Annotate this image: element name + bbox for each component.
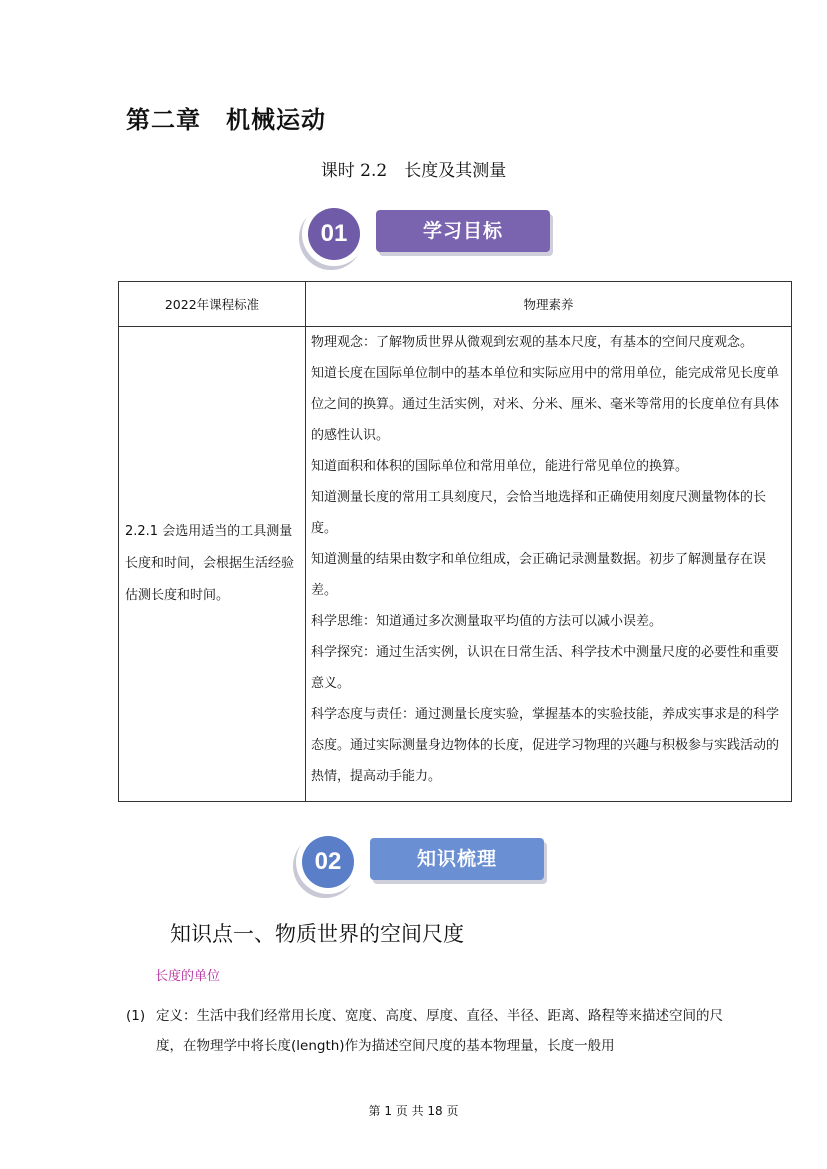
item-text: 定义：生活中我们经常用长度、宽度、高度、厚度、直径、半径、距离、路程等来描述空间的尺度，在物理学中将长度(length)作为描述空间尺度的基本物理量，长度一般用 bbox=[156, 1008, 723, 1054]
literacy-paragraph: 知道测量的结果由数字和单位组成，会正确记录测量数据。初步了解测量存在误差。 bbox=[311, 552, 767, 598]
item-number: (1) bbox=[126, 1008, 146, 1024]
chapter-title: 第二章 机械运动 bbox=[126, 105, 326, 134]
section-number: 01 bbox=[308, 208, 360, 260]
literacy-paragraph: 科学思维：知道通过多次测量取平均值的方法可以减小误差。 bbox=[311, 614, 663, 629]
page-footer: 第 1 页 共 18 页 bbox=[368, 1104, 459, 1118]
knowledge-subtitle: 长度的单位 bbox=[155, 969, 221, 984]
literacy-paragraph: 科学探究：通过生活实例，认识在日常生活、科学技术中测量尺度的必要性和重要意义。 bbox=[311, 645, 780, 691]
section-number: 02 bbox=[302, 836, 354, 888]
table-row bbox=[119, 327, 792, 802]
knowledge-point-title: 知识点一、物质世界的空间尺度 bbox=[170, 922, 464, 946]
lesson-title: 课时 2.2 长度及其测量 bbox=[320, 161, 507, 181]
objectives-table bbox=[118, 281, 792, 802]
table-header-row bbox=[119, 282, 792, 327]
table-header-literacy: 物理素养 bbox=[306, 282, 792, 327]
section-label: 知识梳理 bbox=[370, 838, 544, 880]
literacy-paragraph: 物理观念：了解物质世界从微观到宏观的基本尺度，有基本的空间尺度观念。 bbox=[311, 335, 754, 350]
section-number-badge bbox=[302, 202, 366, 266]
literacy-paragraph: 知道测量长度的常用工具刻度尺，会恰当地选择和正确使用刻度尺测量物体的长度。 bbox=[311, 490, 767, 536]
table-header-standard: 2022年课程标准 bbox=[119, 282, 306, 327]
standard-cell: 2.2.1 会选用适当的工具测量长度和时间，会根据生活经验估测长度和时间。 bbox=[119, 327, 306, 802]
literacy-paragraph: 知道面积和体积的国际单位和常用单位，能进行常见单位的换算。 bbox=[311, 459, 689, 474]
section-label: 学习目标 bbox=[376, 210, 550, 252]
literacy-paragraph: 知道长度在国际单位制中的基本单位和实际应用中的常用单位，能完成常见长度单位之间的换算。通过生活实例，对米、分米、厘米、毫米等常用的长度单位有具体的感性认识。 bbox=[311, 366, 780, 443]
definition-item bbox=[126, 1001, 726, 1061]
section-number-badge bbox=[296, 830, 360, 894]
literacy-paragraph: 科学态度与责任：通过测量长度实验，掌握基本的实验技能，养成实事求是的科学态度。通过实际测量身边物体的长度，促进学习物理的兴趣与积极参与实践活动的热情，提高动手能力。 bbox=[311, 707, 780, 784]
literacy-cell bbox=[306, 327, 792, 802]
